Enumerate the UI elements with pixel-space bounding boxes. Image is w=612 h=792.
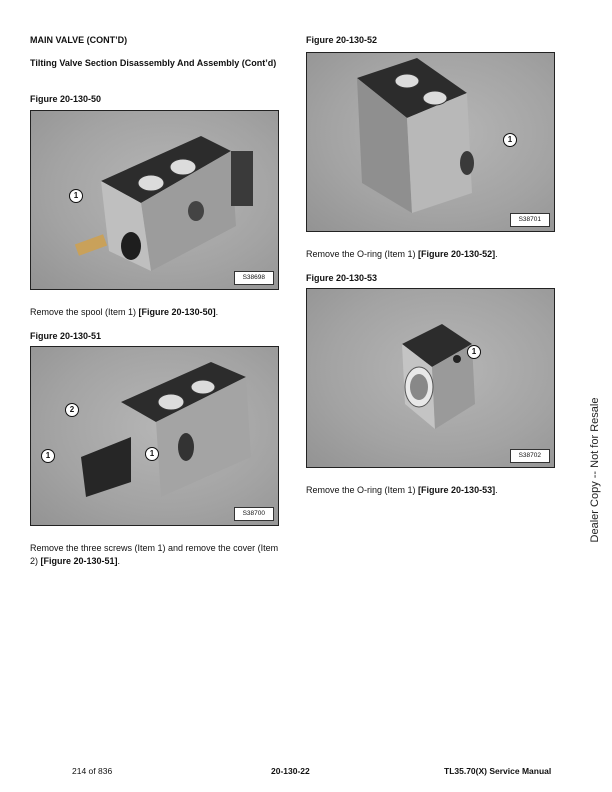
valve-section-image [31, 111, 279, 290]
figure-reference: [Figure 20-130-50] [138, 307, 216, 317]
section-heading: MAIN VALVE (CONT’D) [30, 35, 128, 45]
image-id-label: S38702 [510, 449, 550, 463]
image-id-label: S38700 [234, 507, 274, 521]
instruction-51: Remove the three screws (Item 1) and remove the cover (Item 2) [Figure 20-130-51]. [30, 543, 279, 566]
callout-1: 1 [41, 449, 55, 463]
valve-cover-image [31, 347, 279, 526]
figure-reference: [Figure 20-130-51] [40, 555, 118, 566]
figure-52-photo [306, 52, 555, 232]
figure-reference: [Figure 20-130-53] [418, 485, 496, 495]
callout-1: 1 [467, 345, 481, 359]
figure-51-photo [30, 346, 279, 526]
instruction-50: Remove the spool (Item 1) [Figure 20-130-50]. [30, 307, 219, 317]
callout-1: 1 [503, 133, 517, 147]
figure-51-label: Figure 20-130-51 [30, 331, 102, 341]
dealer-copy-notice: Dealer Copy -- Not for Resale [589, 397, 601, 543]
figure-50-label: Figure 20-130-50 [30, 94, 102, 104]
page-count: 214 of 836 [72, 766, 113, 776]
flange-image [307, 289, 555, 468]
figure-50-photo [30, 110, 279, 290]
instruction-52: Remove the O-ring (Item 1) [Figure 20-130-52]. [306, 249, 498, 259]
callout-1: 1 [69, 189, 83, 203]
subsection-heading: Tilting Valve Section Disassembly And Assembly (Cont’d) [30, 58, 277, 68]
figure-53-label: Figure 20-130-53 [306, 273, 378, 283]
instruction-53: Remove the O-ring (Item 1) [Figure 20-130-53]. [306, 485, 498, 495]
manual-title: TL35.70(X) Service Manual [444, 766, 552, 776]
callout-1: 1 [145, 447, 159, 461]
figure-52-label: Figure 20-130-52 [306, 35, 378, 45]
page-number: 20-130-22 [271, 766, 310, 776]
callout-2: 2 [65, 403, 79, 417]
image-id-label: S38701 [510, 213, 550, 227]
valve-block-image [307, 53, 555, 232]
figure-53-photo [306, 288, 555, 468]
figure-reference: [Figure 20-130-52] [418, 249, 496, 259]
image-id-label: S38698 [234, 271, 274, 285]
